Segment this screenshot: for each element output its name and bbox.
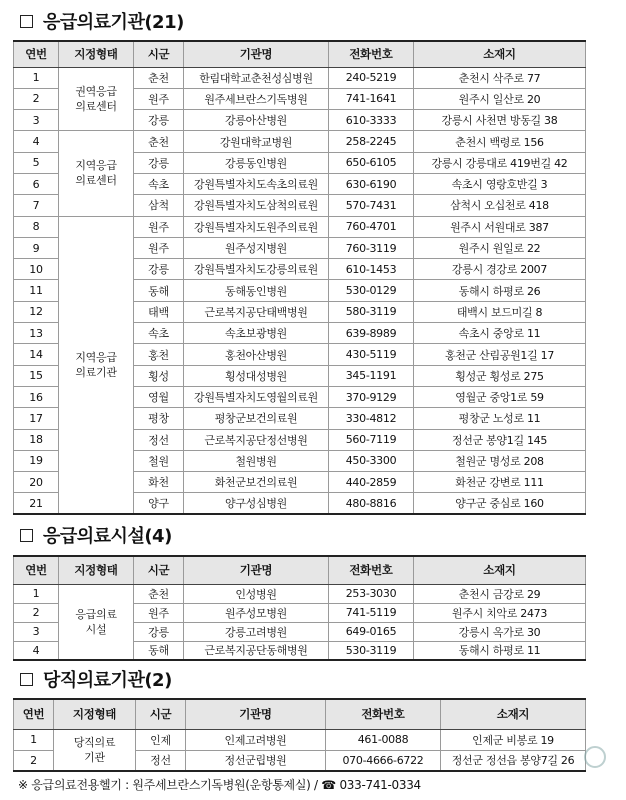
city-cell: 화천 xyxy=(134,472,184,493)
address-cell: 춘천시 삭주로 77 xyxy=(414,67,586,88)
address-cell: 횡성군 횡성로 275 xyxy=(414,365,586,386)
city-cell: 강릉 xyxy=(134,152,184,173)
phone-cell: 330-4812 xyxy=(329,408,414,429)
col-header: 연번 xyxy=(14,699,54,729)
row-number: 12 xyxy=(14,301,59,322)
row-number: 3 xyxy=(14,110,59,131)
city-cell: 정선 xyxy=(134,429,184,450)
institution-name-cell: 강릉동인병원 xyxy=(184,152,329,173)
address-cell: 원주시 서원대로 387 xyxy=(414,216,586,237)
institution-name-cell: 강원특별자치도강릉의료원 xyxy=(184,259,329,280)
institution-name-cell: 강원특별자치도원주의료원 xyxy=(184,216,329,237)
city-cell: 강릉 xyxy=(134,110,184,131)
section-title-on-duty-institutions xyxy=(20,666,172,692)
phone-cell: 461-0088 xyxy=(326,729,441,750)
row-number: 16 xyxy=(14,386,59,407)
institution-name-cell: 한림대학교춘천성심병원 xyxy=(184,67,329,88)
address-cell: 속초시 영랑호반길 3 xyxy=(414,173,586,194)
table-row xyxy=(14,216,586,237)
section-title-text: 응급의료기관(21) xyxy=(43,12,184,33)
phone-cell: 570-7431 xyxy=(329,195,414,216)
city-cell: 동해 xyxy=(134,641,184,660)
col-header: 연번 xyxy=(14,41,59,67)
address-cell: 춘천시 백령로 156 xyxy=(414,131,586,152)
address-cell: 춘천시 금강로 29 xyxy=(414,584,586,603)
phone-cell: 760-3119 xyxy=(329,237,414,258)
row-number: 20 xyxy=(14,472,59,493)
designation-type-cell: 당직의료 기관 xyxy=(54,729,136,771)
address-cell: 동해시 하평로 26 xyxy=(414,280,586,301)
phone-cell: 580-3119 xyxy=(329,301,414,322)
col-header: 지정형태 xyxy=(59,556,134,584)
col-header: 시군 xyxy=(134,556,184,584)
institution-name-cell: 강원특별자치도영월의료원 xyxy=(184,386,329,407)
col-header: 소재지 xyxy=(414,41,586,67)
phone-cell: 480-8816 xyxy=(329,493,414,514)
table-header-row xyxy=(14,556,586,584)
phone-cell: 530-0129 xyxy=(329,280,414,301)
address-cell: 인제군 비봉로 19 xyxy=(441,729,586,750)
city-cell: 양구 xyxy=(134,493,184,514)
institution-name-cell: 홍천아산병원 xyxy=(184,344,329,365)
phone-cell: 639-8989 xyxy=(329,323,414,344)
institution-name-cell: 강원특별자치도삼척의료원 xyxy=(184,195,329,216)
phone-cell: 649-0165 xyxy=(329,622,414,641)
row-number: 2 xyxy=(14,603,59,622)
col-header: 기관명 xyxy=(184,556,329,584)
col-header: 시군 xyxy=(136,699,186,729)
institution-name-cell: 정선군립병원 xyxy=(186,750,326,771)
table-row xyxy=(14,729,586,750)
col-header: 연번 xyxy=(14,556,59,584)
table-row xyxy=(14,131,586,152)
phone-cell: 560-7119 xyxy=(329,429,414,450)
institution-name-cell: 철원병원 xyxy=(184,450,329,471)
city-cell: 속초 xyxy=(134,173,184,194)
col-header: 기관명 xyxy=(184,41,329,67)
row-number: 15 xyxy=(14,365,59,386)
institution-name-cell: 강원대학교병원 xyxy=(184,131,329,152)
address-cell: 철원군 명성로 208 xyxy=(414,450,586,471)
institution-name-cell: 횡성대성병원 xyxy=(184,365,329,386)
city-cell: 원주 xyxy=(134,237,184,258)
institution-name-cell: 인제고려병원 xyxy=(186,729,326,750)
row-number: 18 xyxy=(14,429,59,450)
address-cell: 원주시 원일로 22 xyxy=(414,237,586,258)
address-cell: 삼척시 오십천로 418 xyxy=(414,195,586,216)
city-cell: 춘천 xyxy=(134,67,184,88)
address-cell: 강릉시 옥가로 30 xyxy=(414,622,586,641)
phone-cell: 370-9129 xyxy=(329,386,414,407)
col-header: 전화번호 xyxy=(326,699,441,729)
institution-name-cell: 원주성지병원 xyxy=(184,237,329,258)
phone-cell: 253-3030 xyxy=(329,584,414,603)
institution-name-cell: 근로복지공단동해병원 xyxy=(184,641,329,660)
row-number: 1 xyxy=(14,584,59,603)
institution-name-cell: 근로복지공단태백병원 xyxy=(184,301,329,322)
helicopter-contact-note: ※ 응급의료전용헬기 : 원주세브란스기독병원(운항통제실) / ☎ 033-741-0334 xyxy=(18,778,421,792)
institution-name-cell: 강원특별자치도속초의료원 xyxy=(184,173,329,194)
city-cell: 철원 xyxy=(134,450,184,471)
col-header: 소재지 xyxy=(414,556,586,584)
row-number: 4 xyxy=(14,131,59,152)
institution-name-cell: 속초보광병원 xyxy=(184,323,329,344)
phone-cell: 760-4701 xyxy=(329,216,414,237)
row-number: 2 xyxy=(14,88,59,109)
city-cell: 원주 xyxy=(134,88,184,109)
institution-name-cell: 화천군보건의료원 xyxy=(184,472,329,493)
address-cell: 강릉시 경강로 2007 xyxy=(414,259,586,280)
emergency-facilities-table xyxy=(13,555,586,661)
col-header: 시군 xyxy=(134,41,184,67)
news-watermark xyxy=(584,746,606,768)
col-header: 기관명 xyxy=(186,699,326,729)
phone-cell: 741-1641 xyxy=(329,88,414,109)
row-number: 3 xyxy=(14,622,59,641)
table-row xyxy=(14,584,586,603)
row-number: 1 xyxy=(14,67,59,88)
city-cell: 인제 xyxy=(136,729,186,750)
city-cell: 춘천 xyxy=(134,131,184,152)
section-title-emergency-facilities xyxy=(20,522,172,548)
col-header: 전화번호 xyxy=(329,556,414,584)
city-cell: 강릉 xyxy=(134,259,184,280)
table-header-row xyxy=(14,699,586,729)
checkbox-square-icon xyxy=(20,673,33,686)
designation-type-cell: 권역응급 의료센터 xyxy=(59,67,134,131)
institution-name-cell: 강릉아산병원 xyxy=(184,110,329,131)
institution-name-cell: 원주세브란스기독병원 xyxy=(184,88,329,109)
row-number: 8 xyxy=(14,216,59,237)
section-title-emergency-institutions xyxy=(20,8,184,34)
phone-cell: 610-3333 xyxy=(329,110,414,131)
city-cell: 정선 xyxy=(136,750,186,771)
city-cell: 홍천 xyxy=(134,344,184,365)
institution-name-cell: 양구성심병원 xyxy=(184,493,329,514)
row-number: 6 xyxy=(14,173,59,194)
institution-name-cell: 동해동인병원 xyxy=(184,280,329,301)
phone-cell: 610-1453 xyxy=(329,259,414,280)
checkbox-square-icon xyxy=(20,529,33,542)
emergency-institutions-table xyxy=(13,40,586,515)
address-cell: 강릉시 강릉대로 419번길 42 xyxy=(414,152,586,173)
phone-cell: 430-5119 xyxy=(329,344,414,365)
city-cell: 원주 xyxy=(134,603,184,622)
city-cell: 속초 xyxy=(134,323,184,344)
institution-name-cell: 평창군보건의료원 xyxy=(184,408,329,429)
section-title-text: 당직의료기관(2) xyxy=(43,670,172,691)
row-number: 13 xyxy=(14,323,59,344)
institution-name-cell: 원주성모병원 xyxy=(184,603,329,622)
col-header: 전화번호 xyxy=(329,41,414,67)
row-number: 5 xyxy=(14,152,59,173)
phone-cell: 741-5119 xyxy=(329,603,414,622)
row-number: 21 xyxy=(14,493,59,514)
watermark-logo-icon xyxy=(584,746,606,768)
address-cell: 정선군 봉양1길 145 xyxy=(414,429,586,450)
phone-cell: 530-3119 xyxy=(329,641,414,660)
phone-cell: 345-1191 xyxy=(329,365,414,386)
city-cell: 원주 xyxy=(134,216,184,237)
row-number: 7 xyxy=(14,195,59,216)
on-duty-institutions-table xyxy=(13,698,586,772)
institution-name-cell: 인성병원 xyxy=(184,584,329,603)
row-number: 4 xyxy=(14,641,59,660)
address-cell: 동해시 하평로 11 xyxy=(414,641,586,660)
designation-type-cell: 지역응급 의료기관 xyxy=(59,216,134,514)
phone-cell: 240-5219 xyxy=(329,67,414,88)
institution-name-cell: 근로복지공단정선병원 xyxy=(184,429,329,450)
col-header: 지정형태 xyxy=(54,699,136,729)
checkbox-square-icon xyxy=(20,15,33,28)
address-cell: 원주시 치악로 2473 xyxy=(414,603,586,622)
city-cell: 동해 xyxy=(134,280,184,301)
phone-cell: 070-4666-6722 xyxy=(326,750,441,771)
row-number: 10 xyxy=(14,259,59,280)
address-cell: 양구군 중심로 160 xyxy=(414,493,586,514)
address-cell: 평창군 노성로 11 xyxy=(414,408,586,429)
phone-cell: 650-6105 xyxy=(329,152,414,173)
table-row xyxy=(14,67,586,88)
institution-name-cell: 강릉고려병원 xyxy=(184,622,329,641)
col-header: 소재지 xyxy=(441,699,586,729)
city-cell: 삼척 xyxy=(134,195,184,216)
row-number: 2 xyxy=(14,750,54,771)
row-number: 9 xyxy=(14,237,59,258)
city-cell: 춘천 xyxy=(134,584,184,603)
row-number: 19 xyxy=(14,450,59,471)
city-cell: 영월 xyxy=(134,386,184,407)
table-header-row xyxy=(14,41,586,67)
phone-cell: 440-2859 xyxy=(329,472,414,493)
designation-type-cell: 지역응급 의료센터 xyxy=(59,131,134,216)
row-number: 14 xyxy=(14,344,59,365)
address-cell: 강릉시 사천면 방동길 38 xyxy=(414,110,586,131)
phone-cell: 258-2245 xyxy=(329,131,414,152)
section-title-text: 응급의료시설(4) xyxy=(43,526,172,547)
city-cell: 횡성 xyxy=(134,365,184,386)
address-cell: 속초시 중앙로 11 xyxy=(414,323,586,344)
address-cell: 영월군 중앙1로 59 xyxy=(414,386,586,407)
address-cell: 홍천군 산림공원1길 17 xyxy=(414,344,586,365)
city-cell: 평창 xyxy=(134,408,184,429)
col-header: 지정형태 xyxy=(59,41,134,67)
phone-cell: 450-3300 xyxy=(329,450,414,471)
row-number: 17 xyxy=(14,408,59,429)
city-cell: 강릉 xyxy=(134,622,184,641)
phone-cell: 630-6190 xyxy=(329,173,414,194)
row-number: 1 xyxy=(14,729,54,750)
city-cell: 태백 xyxy=(134,301,184,322)
row-number: 11 xyxy=(14,280,59,301)
address-cell: 원주시 일산로 20 xyxy=(414,88,586,109)
address-cell: 정선군 정선읍 봉양7길 26 xyxy=(441,750,586,771)
address-cell: 태백시 보드미길 8 xyxy=(414,301,586,322)
designation-type-cell: 응급의료 시설 xyxy=(59,584,134,660)
address-cell: 화천군 강변로 111 xyxy=(414,472,586,493)
